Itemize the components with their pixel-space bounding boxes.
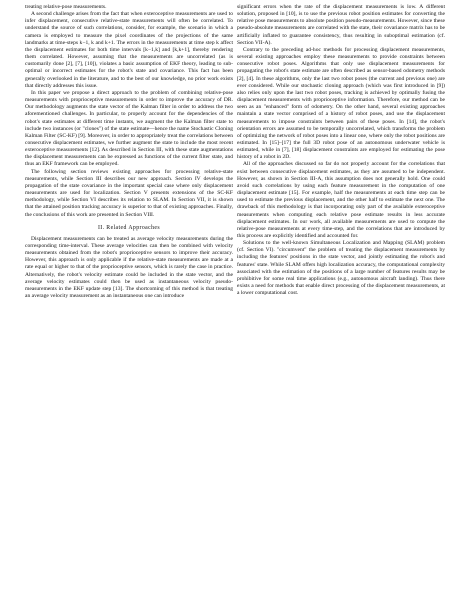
paragraph: Solutions to the well-known Simultaneous Localization and Mapping (SLAM) problem (cf. Section VI). "circumvent" the problem of treating the displacement measurements by including the features' positions in the state vector, and jointly estimating the robot's and features' state. While SLAM offers high localization accuracy, the computational complexity associated with the estimation of the positions of a large number of features results may be prohibitive for some real time applications (e.g., autonomous aircraft landing). Thus there exists a need for methods that enable direct processing of the displacement measurements, at a lower computational cost. [237, 240, 445, 297]
paragraph: significant errors when the rate of the displacement measurements is low. A different solution, proposed in [10], is to use the previous robot position estimates for converting the relative pose measurements to absolute position pseudo-measurements. However, since these pseudo-absolute measurements are correlated with the state, their covariance matrix has to be artificially inflated to guarantee consistency, thus resulting in suboptimal estimation (cf. Section VII-A). [237, 4, 445, 46]
section-heading: II. Related Approaches [97, 224, 161, 231]
paragraph: treating relative-pose measurements. [25, 4, 107, 10]
right-column [237, 4, 445, 297]
paragraph: Contrary to the preceding ad-hoc methods for processing displacement measurements, several existing approaches employ these measurements to provide constraints between consecutive robot poses. Algorithms that only use displacement measurements for propagating the robot's state estimate are often described as sensor-based odometry methods [2], [4]. In these algorithms, only the last two robot poses (the current and previous one) are ever considered. While our stochastic cloning approach (which was first introduced in [9]) also relies only upon the last two robot poses, tracking is achieved by optimally fusing the displacement measurements with proprioceptive information. Therefore, our method can be seen as an "enhanced" form of odometry. On the other hand, several existing approaches maintain a state vector comprised of a history of robot poses, and use the displacement measurements to impose constraints between pairs of these poses. In [14], the robot's orientation errors are assumed to be temporally uncorrelated, which transforms the problem of optimizing the network of robot poses into a linear one, where only the robot positions are estimated. In [15]–[17] the full 3D robot pose of an autonomous underwater vehicle is estimated, while in [7], [18] displacement constraints are employed for estimating the pose history of a robot in 2D. [237, 46, 445, 161]
paragraph: The following section reviews existing approaches for processing relative-state measurements, while Section III describes our new approach. Section IV develops the propagation of the state covariance in the important special case where only displacement measurements are used for localization. Section V presents extensions of the SC-KF methodology, while Section VI describes its relation to SLAM. In Section VII, it is shown that the attained position tracking accuracy is superior to that of existing approaches. Finally, the conclusions of this work are presented in Section VIII. [25, 168, 233, 218]
paragraph: Displacement measurements can be treated as average velocity measurements during the corresponding time-interval. These average velocities can then be combined with velocity measurements obtained from the robot's proprioceptive sensors to improve their accuracy. However, this approach is only applicable if the relative-state measurements are made at a rate equal or higher to that of the proprioceptive sensors, which is rarely the case in practice. Alternatively, the robot's velocity estimate could be included in the state vector, and the average velocity estimates could then be used as instantaneous velocity pseudo-measurements in the EKF update step [13]. The shortcoming of this method is that treating an average velocity measurement as an instantaneous one can introduce [25, 235, 233, 300]
paragraph: In this paper we propose a direct approach to the problem of combining relative-pose measurements with proprioceptive measurements in order to improve the accuracy of DR. Our methodology augments the state vector of the Kalman filter in order to address the two aforementioned challenges. In particular, to properly account for the dependencies of the robot's state estimates at different time instants, we augment the the Kalman filter state to include two instances (or "clones") of the state estimate—hence the name Stochastic Cloning Kalman Filter (SC-KF) [9]. Moreover, in order to appropriately treat the correlations between consecutive displacement estimates, we further augment the state to include the most recent exteroceptive measurements [12]. As described in Section III, with these state augmentations the displacement measurements can be expressed as functions of the current filter state, and thus an EKF framework can be employed. [25, 89, 233, 168]
paragraph: All of the approaches discussed so far do not properly account for the correlations that exist between consecutive displacement estimates, as they are assumed to be independent. However, as shown in Section III-A, this assumption does not generally hold. One could avoid such correlations by using each feature measurement in the computation of one displacement estimate [15]. For example, half the measurements at each time step can be used to estimate the previous displacement, and the other half to estimate the next one. The drawback of this methodology is that incorporating only part of the available exteroceptive measurements when computing each relative pose estimate results in less accurate displacement estimates. In our work, all available measurements are used to compute the relative-pose measurements at every time-step, and the correlations that are introduced by this process are explicitly identified and accounted for. [237, 161, 445, 239]
left-column [25, 4, 233, 300]
paragraph: A second challenge arises from the fact that when exteroceptive measurements are used to infer displacement, consecutive relative-state measurements will often be correlated. To understand the source of such correlations, consider, for example, the scenario in which a camera is employed to measure the pixel coordinates of the projections of the same landmarks at time-steps k−1, k and k+1. The errors in the measurements at time step k affect the displacement estimates for both time intervals [k−1,k] and [k,k+1], thereby rendering them correlated. However, assuming that the measurements are uncorrelated (as is customarily done [2], [7], [10]), violates a basic assumption of EKF theory, leading to sub-optimal or incorrect estimates for the robot's state and covariance. This fact has been generally overlooked in the literature, and to the best of our knowledge, no prior work exists that directly addresses this issue. [25, 11, 233, 89]
